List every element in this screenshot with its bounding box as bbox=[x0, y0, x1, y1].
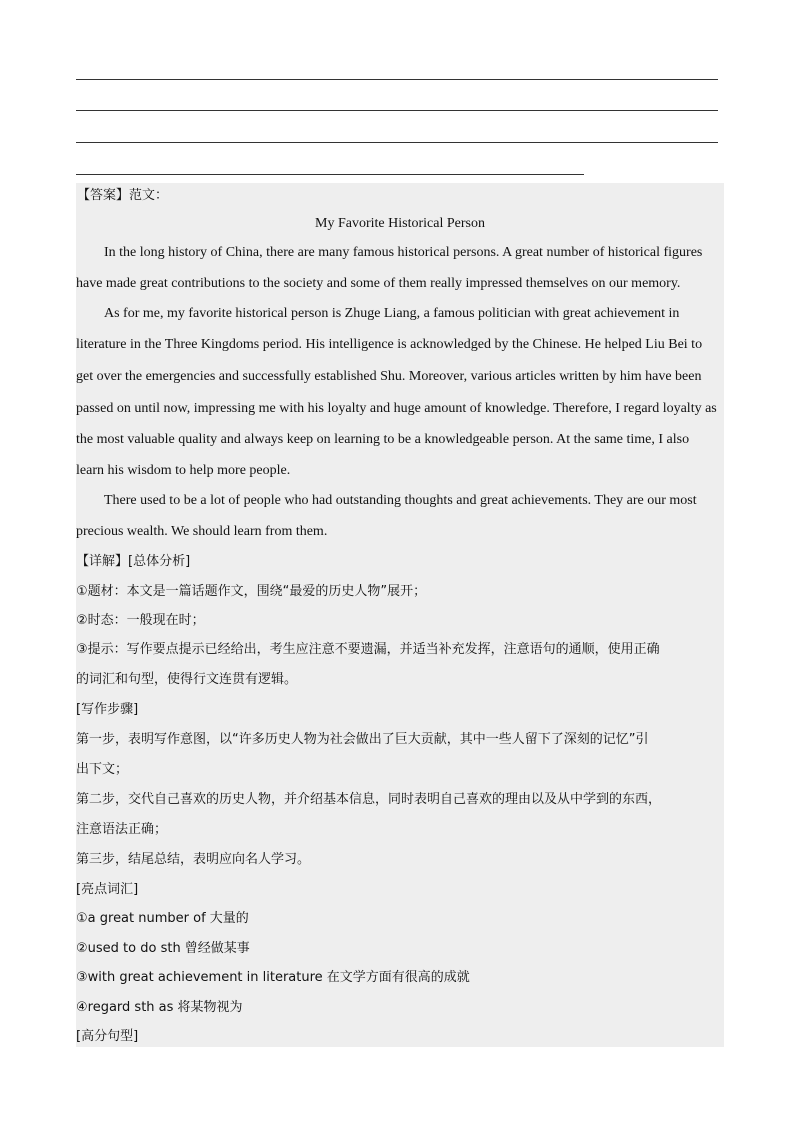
answer-label: 【答案】范文： bbox=[77, 188, 169, 203]
analysis-line: [高分句型] bbox=[76, 1029, 139, 1044]
analysis-line: ③提示：写作要点提示已经给出，考生应注意不要遗漏，并适当补充发挥，注意语句的通顺，使用正确 bbox=[76, 642, 660, 657]
writing-line-4 bbox=[76, 174, 584, 175]
analysis-line: 的词汇和句型，使得行文连贯有逻辑。 bbox=[76, 672, 298, 687]
analysis-line: ④regard sth as 将某物视为 bbox=[76, 1000, 243, 1015]
essay-title: My Favorite Historical Person bbox=[315, 216, 485, 231]
essay-line: learn his wisdom to help more people. bbox=[76, 463, 291, 478]
analysis-line: 第三步，结尾总结，表明应向名人学习。 bbox=[76, 852, 311, 867]
analysis-line: 注意语法正确； bbox=[76, 822, 168, 837]
writing-line-2 bbox=[76, 110, 718, 111]
analysis-line: [亮点词汇] bbox=[76, 882, 139, 897]
analysis-line: ①a great number of 大量的 bbox=[76, 911, 249, 926]
essay-line: have made great contributions to the society and some of them really impressed themselves on our memory. bbox=[76, 276, 681, 291]
essay-line: There used to be a lot of people who had outstanding thoughts and great achievements. They are our most bbox=[104, 493, 697, 508]
analysis-heading: 【详解】[总体分析] bbox=[76, 554, 191, 569]
essay-line: the most valuable quality and always keep on learning to be a knowledgeable person. At the same time, I also bbox=[76, 432, 690, 447]
analysis-line: ③with great achievement in literature 在文学方面有很高的成就 bbox=[76, 970, 470, 985]
analysis-line: 出下文； bbox=[76, 762, 129, 777]
analysis-line: 第二步，交代自己喜欢的历史人物，并介绍基本信息，同时表明自己喜欢的理由以及从中学到的东西， bbox=[76, 792, 662, 807]
writing-line-1 bbox=[76, 79, 718, 80]
writing-line-3 bbox=[76, 142, 718, 143]
essay-line: passed on until now, impressing me with his loyalty and huge amount of knowledge. Therefore, I regard loyalty as bbox=[76, 401, 717, 416]
essay-line: literature in the Three Kingdoms period. His intelligence is acknowledged by the Chinese. He helped Liu Bei to bbox=[76, 337, 703, 352]
essay-line: precious wealth. We should learn from them. bbox=[76, 524, 328, 539]
analysis-line: 第一步，表明写作意图，以“许多历史人物为社会做出了巨大贡献，其中一些人留下了深刻的记忆”引 bbox=[76, 732, 649, 747]
essay-line: get over the emergencies and successfully established Shu. Moreover, various articles written by him have been bbox=[76, 369, 702, 384]
essay-line: In the long history of China, there are many famous historical persons. A great number of historical figures bbox=[104, 245, 703, 260]
analysis-line: [写作步骤] bbox=[76, 702, 139, 717]
analysis-line: ①题材：本文是一篇话题作文，围绕“最爱的历史人物”展开； bbox=[76, 584, 427, 599]
analysis-line: ②used to do sth 曾经做某事 bbox=[76, 941, 250, 956]
essay-line: As for me, my favorite historical person is Zhuge Liang, a famous politician with great achievement in bbox=[104, 306, 680, 321]
analysis-line: ②时态：一般现在时； bbox=[76, 613, 205, 628]
